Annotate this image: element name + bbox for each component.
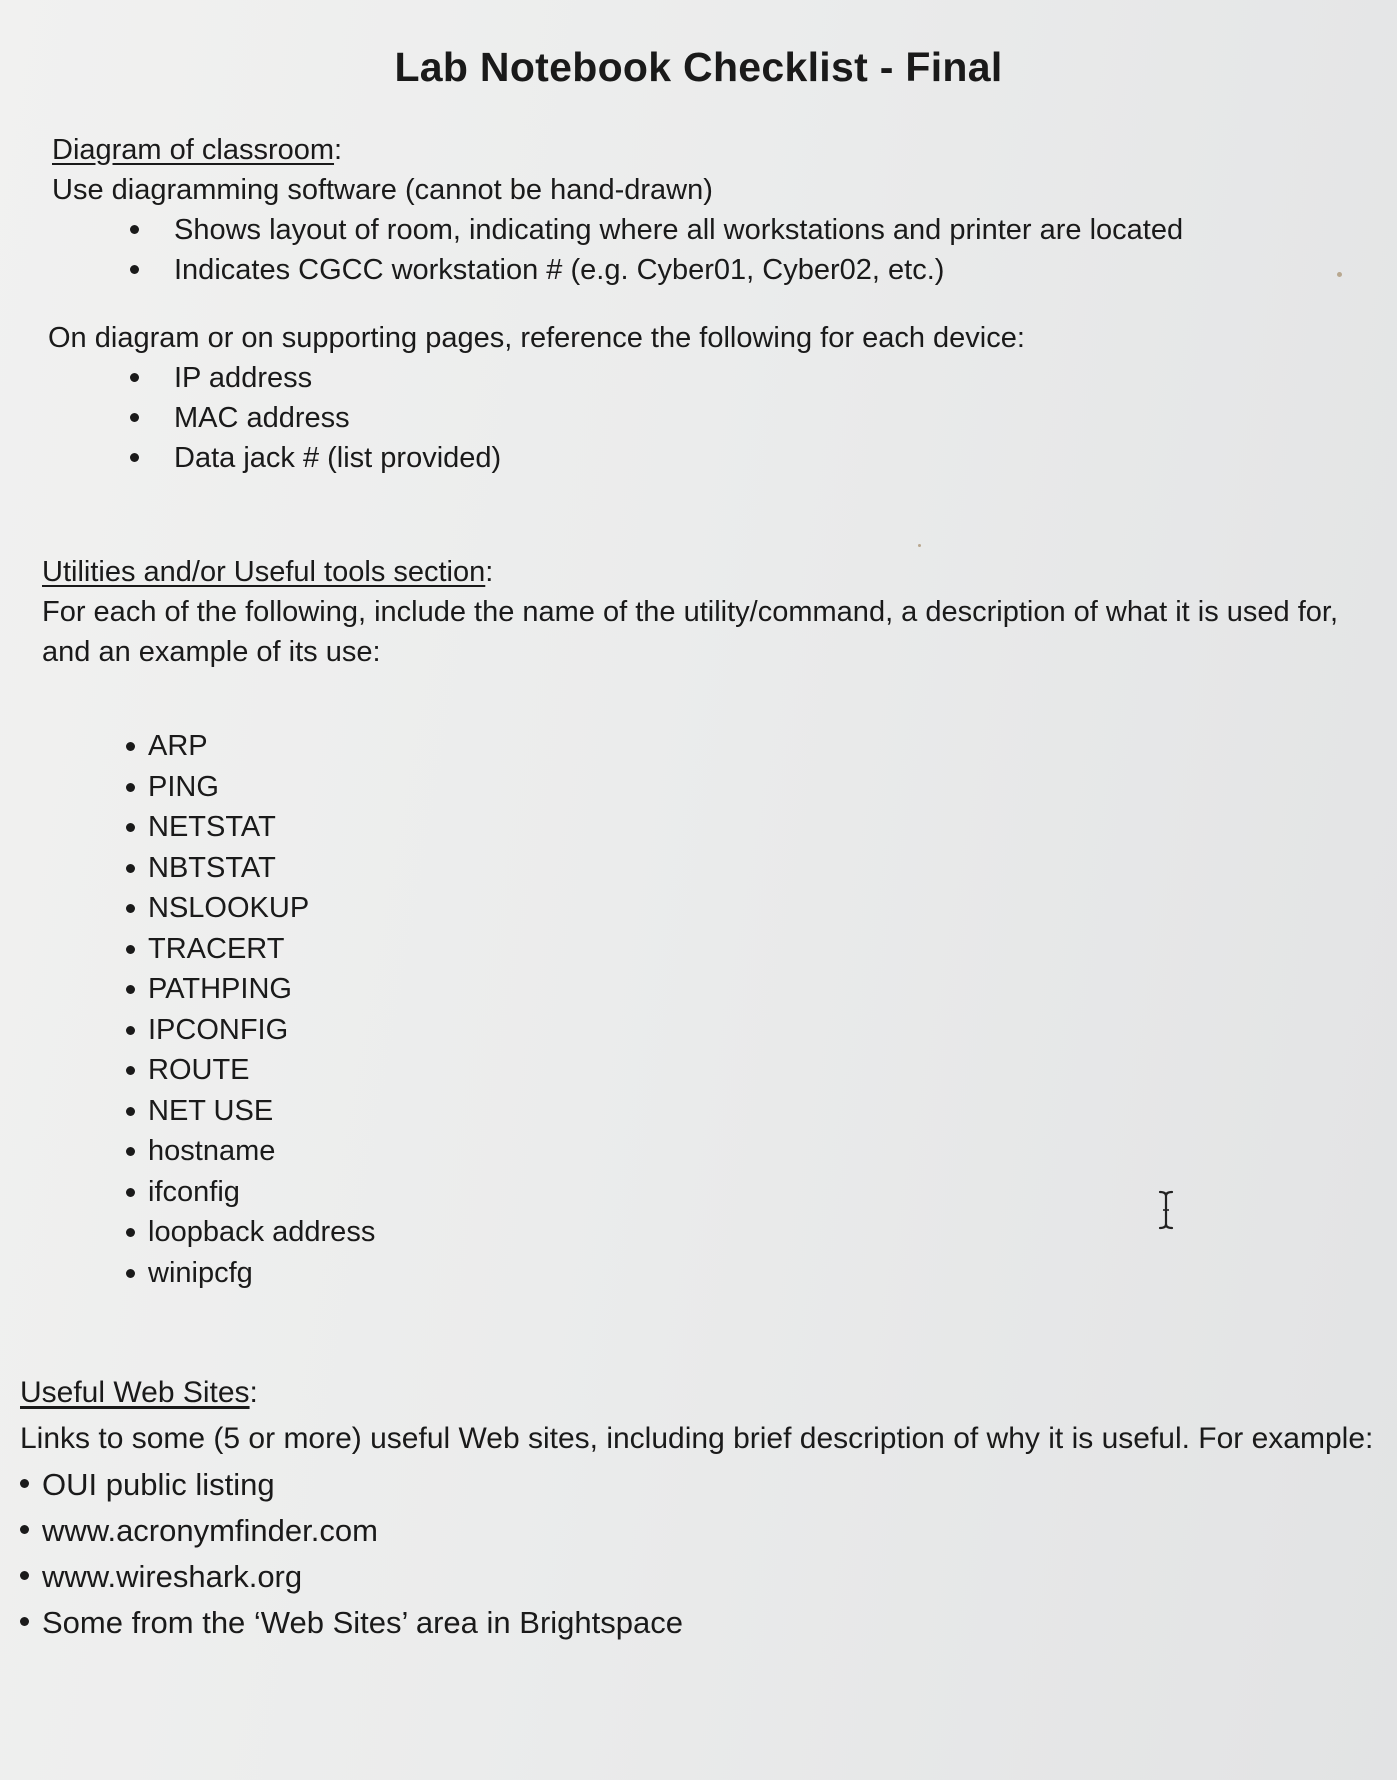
list-item: TRACERT [148, 929, 1342, 970]
bullet-icon [126, 1107, 135, 1116]
list-item: www.acronymfinder.com [42, 1508, 1380, 1554]
bullet-icon [126, 904, 135, 913]
bullet-icon [126, 945, 135, 954]
bullet-icon [126, 1147, 135, 1156]
list-item: PATHPING [148, 969, 1342, 1010]
list-item: www.wireshark.org [42, 1554, 1380, 1600]
list-item: ifconfig [148, 1172, 1342, 1213]
list-item: IP address [174, 358, 1308, 398]
list-item: hostname [148, 1131, 1342, 1172]
list-item: NETSTAT [148, 807, 1342, 848]
list-item: ROUTE [148, 1050, 1342, 1091]
list-item: OUI public listing [42, 1462, 1380, 1508]
websites-intro: Links to some (5 or more) useful Web sites, including brief description of why it is useful. For example: [20, 1422, 1374, 1455]
bullet-icon [126, 742, 135, 751]
list-item: Some from the ‘Web Sites’ area in Brightspace [42, 1600, 1380, 1646]
device-intro: On diagram or on supporting pages, reference the following for each device: [48, 322, 1025, 354]
diagram-section: Diagram of classroom: Use diagramming software (cannot be hand-drawn) Shows layout of room, indicating where all workstations and printer are located Indicates CGCC workstation # (e.g. Cyber01, Cyber02, etc.) [52, 130, 1312, 290]
bullet-icon [126, 1269, 135, 1278]
device-section [48, 318, 1308, 478]
list-item: PING [148, 767, 1342, 808]
bullet-icon [130, 265, 139, 274]
diagram-intro: Use diagramming software (cannot be hand-drawn) [52, 174, 713, 206]
paper-speck [1337, 272, 1342, 277]
bullet-icon [126, 1026, 135, 1035]
bullet-icon [126, 864, 135, 873]
text-cursor-icon [1158, 1190, 1174, 1230]
bullet-icon [126, 1228, 135, 1237]
bullet-icon [20, 1479, 29, 1488]
paper-speck [918, 544, 921, 547]
bullet-icon [20, 1525, 29, 1534]
utilities-section: Utilities and/or Useful tools section: For each of the following, include the name of the utility/command, a description of what it is used for, and an example of its use: ARP PING NETSTAT NBTSTAT NSLOOKUP TRACERT PATHPING IPCONFIG ROUTE NET USE hostname ifconfig loopback address winipcfg [42, 552, 1342, 1293]
document-title: Lab Notebook Checklist - Final [394, 44, 1003, 90]
bullet-icon [126, 823, 135, 832]
bullet-icon [126, 783, 135, 792]
list-item: loopback address [148, 1212, 1342, 1253]
bullet-icon [130, 225, 139, 234]
bullet-icon [126, 985, 135, 994]
websites-list [42, 1462, 1380, 1646]
device-list [174, 358, 1308, 478]
diagram-heading: Diagram of classroom [52, 134, 335, 166]
list-item: Shows layout of room, indicating where all workstations and printer are located [174, 210, 1312, 250]
list-item: NET USE [148, 1091, 1342, 1132]
list-item: Data jack # (list provided) [174, 438, 1308, 478]
list-item: Indicates CGCC workstation # (e.g. Cyber01, Cyber02, etc.) [174, 250, 1312, 290]
utilities-intro: For each of the following, include the name of the utility/command, a description of what it is used for, and an example of its use: [42, 596, 1339, 668]
bullet-icon [20, 1571, 29, 1580]
utilities-heading: Utilities and/or Useful tools section [42, 556, 486, 588]
list-item: ARP [148, 726, 1342, 767]
list-item: NSLOOKUP [148, 888, 1342, 929]
bullet-icon [126, 1066, 135, 1075]
list-item: winipcfg [148, 1253, 1342, 1294]
list-item: NBTSTAT [148, 848, 1342, 889]
bullet-icon [20, 1617, 29, 1626]
websites-heading: Useful Web Sites [20, 1376, 250, 1409]
bullet-icon [130, 453, 139, 462]
websites-section: Useful Web Sites: Links to some (5 or more) useful Web sites, including brief description of why it is useful. For example: OUI public listing www.acronymfinder.com www.wireshark.org Some from the ‘Web Sites’ area in Brightspace [20, 1370, 1380, 1646]
list-item: MAC address [174, 398, 1308, 438]
list-item: IPCONFIG [148, 1010, 1342, 1051]
bullet-icon [130, 413, 139, 422]
diagram-list [174, 210, 1312, 290]
bullet-icon [126, 1188, 135, 1197]
bullet-icon [130, 373, 139, 382]
